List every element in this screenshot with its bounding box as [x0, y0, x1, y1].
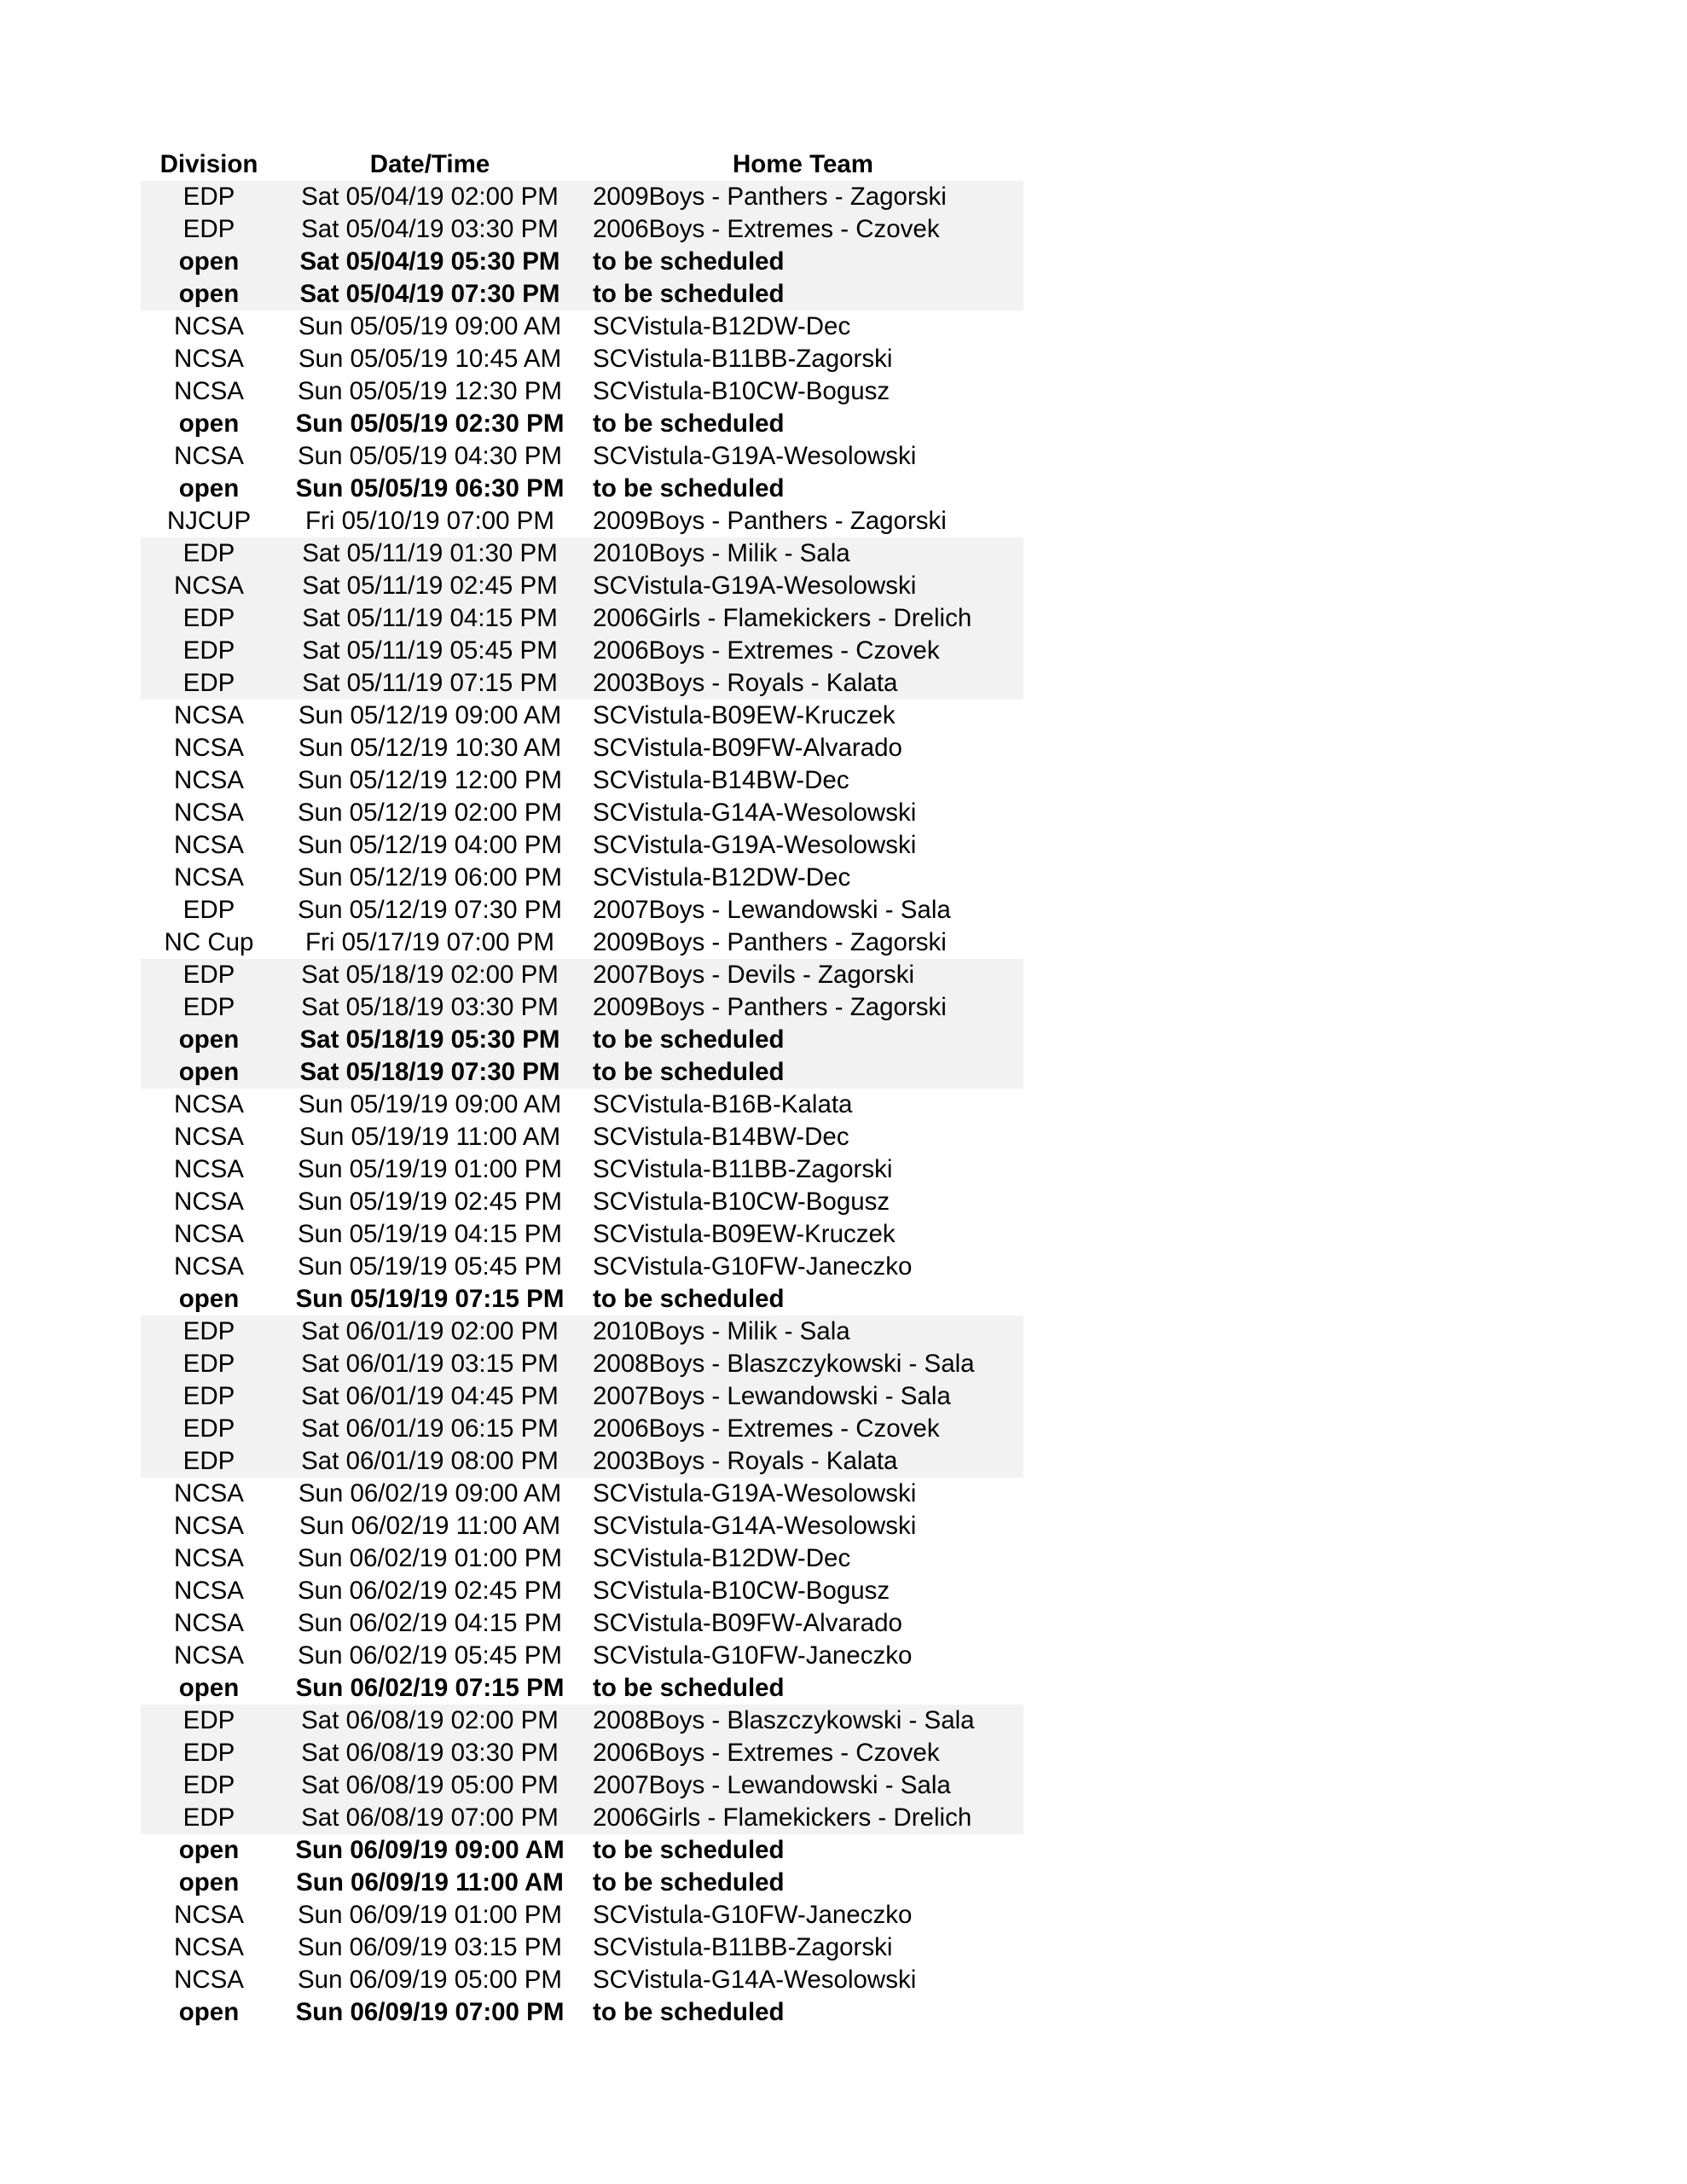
division-cell: EDP	[141, 1737, 277, 1769]
table-row	[141, 1251, 1023, 1283]
home-team-cell: 2008Boys - Blaszczykowski - Sala	[583, 1348, 1023, 1380]
home-team-cell: SCVistula-G19A-Wesolowski	[593, 831, 917, 859]
division-cell: open	[178, 1998, 240, 2026]
datetime-cell: Sun 06/02/19 04:15 PM	[298, 1609, 562, 1637]
division-cell: NCSA	[174, 1577, 244, 1605]
home-team-header: Home Team	[732, 150, 874, 178]
division-cell: NC Cup	[164, 928, 254, 956]
division-cell: NCSA	[174, 1188, 244, 1216]
table-row	[141, 1769, 1023, 1802]
division-cell: NCSA	[174, 345, 244, 373]
table-row	[141, 829, 1023, 862]
datetime-cell: Sun 05/19/19 05:45 PM	[298, 1252, 562, 1281]
home-team-cell: 2003Boys - Royals - Kalata	[583, 1445, 1023, 1478]
datetime-cell: Sat 06/01/19 06:15 PM	[277, 1413, 583, 1445]
table-row	[141, 1834, 1023, 1867]
division-cell: NCSA	[174, 1544, 244, 1572]
datetime-cell: Sat 05/04/19 03:30 PM	[277, 213, 583, 246]
table-row	[141, 926, 1023, 959]
home-team-cell: 2009Boys - Panthers - Zagorski	[593, 928, 947, 956]
table-row	[141, 667, 1023, 700]
division-cell: NCSA	[174, 799, 244, 827]
division-cell: EDP	[141, 1445, 277, 1478]
table-row	[141, 1705, 1023, 1737]
datetime-cell: Sun 06/09/19 09:00 AM	[295, 1836, 565, 1864]
table-row	[141, 537, 1023, 570]
datetime-cell: Sat 05/04/19 05:30 PM	[277, 246, 583, 278]
home-team-cell: 2009Boys - Panthers - Zagorski	[593, 507, 947, 535]
table-row	[141, 700, 1023, 732]
home-team-cell: SCVistula-G19A-Wesolowski	[583, 570, 1023, 602]
table-row	[141, 1218, 1023, 1251]
home-team-cell: 2007Boys - Lewandowski - Sala	[583, 1769, 1023, 1802]
division-cell: open	[178, 410, 240, 438]
table-row	[141, 1478, 1023, 1510]
home-team-cell: SCVistula-B09EW-Kruczek	[593, 1220, 896, 1248]
table-row	[141, 1607, 1023, 1640]
datetime-cell: Sun 05/05/19 04:30 PM	[298, 442, 562, 470]
division-cell: open	[178, 474, 240, 502]
division-cell: NCSA	[174, 1123, 244, 1151]
home-team-cell: to be scheduled	[583, 246, 1023, 278]
table-row	[141, 1445, 1023, 1478]
table-row	[141, 635, 1023, 667]
division-cell: EDP	[141, 213, 277, 246]
division-cell: EDP	[141, 181, 277, 213]
table-row	[141, 1186, 1023, 1218]
datetime-cell: Sun 05/12/19 02:00 PM	[298, 799, 562, 827]
table-row	[141, 1575, 1023, 1607]
home-team-cell: to be scheduled	[593, 474, 785, 502]
datetime-cell: Sat 06/08/19 03:30 PM	[277, 1737, 583, 1769]
datetime-cell: Sun 05/05/19 12:30 PM	[298, 377, 562, 405]
division-cell: NCSA	[174, 1479, 244, 1507]
division-cell: NCSA	[174, 1090, 244, 1118]
table-row	[141, 1964, 1023, 1996]
division-cell: NCSA	[174, 1901, 244, 1929]
division-cell: EDP	[141, 959, 277, 991]
table-row	[141, 1121, 1023, 1153]
home-team-cell: 2007Boys - Lewandowski - Sala	[583, 1380, 1023, 1413]
division-cell: NCSA	[141, 570, 277, 602]
datetime-cell: Sun 06/02/19 01:00 PM	[298, 1544, 562, 1572]
home-team-cell: 2010Boys - Milik - Sala	[583, 537, 1023, 570]
table-row	[141, 1380, 1023, 1413]
division-cell: NCSA	[174, 377, 244, 405]
datetime-cell: Sat 05/18/19 03:30 PM	[277, 991, 583, 1024]
table-row	[141, 408, 1023, 440]
home-team-cell: SCVistula-B11BB-Zagorski	[593, 1933, 893, 1961]
division-cell: EDP	[141, 537, 277, 570]
datetime-cell: Sun 05/19/19 11:00 AM	[299, 1123, 561, 1151]
table-row	[141, 375, 1023, 408]
division-cell: EDP	[141, 1348, 277, 1380]
table-row	[141, 181, 1023, 213]
home-team-cell: 2009Boys - Panthers - Zagorski	[583, 991, 1023, 1024]
home-team-cell: to be scheduled	[583, 1056, 1023, 1089]
division-cell: EDP	[141, 1413, 277, 1445]
home-team-cell: SCVistula-G14A-Wesolowski	[593, 799, 917, 827]
datetime-cell: Sun 05/19/19 04:15 PM	[298, 1220, 562, 1248]
table-row	[141, 894, 1023, 926]
datetime-cell: Sun 05/19/19 01:00 PM	[298, 1155, 562, 1183]
division-cell: NCSA	[174, 1155, 244, 1183]
division-cell: open	[141, 278, 277, 311]
table-row	[141, 1672, 1023, 1705]
datetime-header: Date/Time	[369, 150, 490, 178]
datetime-cell: Sat 06/08/19 02:00 PM	[277, 1705, 583, 1737]
home-team-cell: SCVistula-G19A-Wesolowski	[593, 1479, 917, 1507]
division-cell: NCSA	[174, 1512, 244, 1540]
home-team-cell: SCVistula-B14BW-Dec	[593, 766, 849, 794]
division-cell: NJCUP	[166, 507, 252, 535]
division-cell: EDP	[141, 1380, 277, 1413]
datetime-cell: Sun 06/02/19 07:15 PM	[295, 1674, 565, 1702]
datetime-cell: Sun 05/12/19 09:00 AM	[298, 701, 562, 729]
home-team-cell: 2006Boys - Extremes - Czovek	[583, 635, 1023, 667]
home-team-cell: 2006Girls - Flamekickers - Drelich	[583, 1802, 1023, 1834]
division-cell: EDP	[141, 1316, 277, 1348]
home-team-cell: SCVistula-B11BB-Zagorski	[593, 345, 893, 373]
table-row	[141, 505, 1023, 537]
home-team-cell: SCVistula-B09FW-Alvarado	[593, 1609, 902, 1637]
datetime-cell: Sat 05/11/19 07:15 PM	[277, 667, 583, 700]
home-team-cell: SCVistula-B12DW-Dec	[593, 863, 851, 892]
datetime-cell: Sun 05/12/19 10:30 AM	[298, 734, 562, 762]
home-team-cell: SCVistula-B12DW-Dec	[593, 312, 851, 340]
home-team-cell: to be scheduled	[593, 410, 785, 438]
division-cell: open	[141, 246, 277, 278]
home-team-cell: to be scheduled	[583, 1024, 1023, 1056]
table-row	[141, 1737, 1023, 1769]
division-cell: open	[178, 1285, 240, 1313]
division-cell: NCSA	[174, 831, 244, 859]
division-cell: open	[178, 1674, 240, 1702]
datetime-cell: Sat 06/08/19 07:00 PM	[277, 1802, 583, 1834]
datetime-cell: Sat 05/04/19 07:30 PM	[277, 278, 583, 311]
table-row	[141, 862, 1023, 894]
home-team-cell: 2007Boys - Devils - Zagorski	[583, 959, 1023, 991]
datetime-cell: Sun 05/05/19 09:00 AM	[298, 312, 562, 340]
home-team-cell: 2009Boys - Panthers - Zagorski	[583, 181, 1023, 213]
home-team-cell: 2008Boys - Blaszczykowski - Sala	[583, 1705, 1023, 1737]
home-team-cell: SCVistula-B12DW-Dec	[593, 1544, 851, 1572]
table-row	[141, 764, 1023, 797]
home-team-cell: SCVistula-G10FW-Janeczko	[593, 1901, 913, 1929]
table-row	[141, 473, 1023, 505]
home-team-cell: SCVistula-B10CW-Bogusz	[593, 1577, 890, 1605]
datetime-cell: Sun 06/09/19 07:00 PM	[295, 1998, 565, 2026]
division-cell: EDP	[141, 667, 277, 700]
division-cell: EDP	[141, 991, 277, 1024]
datetime-cell: Sun 06/02/19 02:45 PM	[298, 1577, 562, 1605]
table-row	[141, 1510, 1023, 1542]
datetime-cell: Sun 06/02/19 09:00 AM	[298, 1479, 562, 1507]
division-cell: EDP	[141, 1802, 277, 1834]
home-team-cell: SCVistula-G19A-Wesolowski	[593, 442, 917, 470]
datetime-cell: Sun 05/19/19 02:45 PM	[298, 1188, 562, 1216]
home-team-cell: SCVistula-G10FW-Janeczko	[593, 1641, 913, 1670]
table-row	[141, 1413, 1023, 1445]
division-cell: EDP	[141, 1769, 277, 1802]
datetime-cell: Sat 06/01/19 04:45 PM	[277, 1380, 583, 1413]
home-team-cell: SCVistula-B11BB-Zagorski	[593, 1155, 893, 1183]
home-team-cell: SCVistula-B09EW-Kruczek	[593, 701, 896, 729]
datetime-cell: Sat 05/18/19 02:00 PM	[277, 959, 583, 991]
division-cell: EDP	[141, 635, 277, 667]
datetime-cell: Sun 06/09/19 01:00 PM	[298, 1901, 562, 1929]
home-team-cell: SCVistula-B10CW-Bogusz	[593, 1188, 890, 1216]
division-cell: open	[141, 1024, 277, 1056]
table-row	[141, 440, 1023, 473]
table-row	[141, 246, 1023, 278]
division-cell: open	[178, 1836, 240, 1864]
schedule-table	[141, 148, 1023, 2029]
datetime-cell: Sat 05/11/19 02:45 PM	[277, 570, 583, 602]
table-row	[141, 570, 1023, 602]
datetime-cell: Sat 06/01/19 02:00 PM	[277, 1316, 583, 1348]
home-team-cell: to be scheduled	[583, 278, 1023, 311]
home-team-cell: SCVistula-B09FW-Alvarado	[593, 734, 902, 762]
datetime-cell: Sat 05/11/19 01:30 PM	[277, 537, 583, 570]
table-row	[141, 1153, 1023, 1186]
datetime-cell: Sun 05/05/19 10:45 AM	[298, 345, 562, 373]
datetime-cell: Sat 05/11/19 04:15 PM	[277, 602, 583, 635]
table-row	[141, 1024, 1023, 1056]
division-cell: NCSA	[174, 1966, 244, 1994]
datetime-cell: Fri 05/10/19 07:00 PM	[305, 507, 554, 535]
home-team-cell: SCVistula-B16B-Kalata	[593, 1090, 853, 1118]
division-cell: NCSA	[174, 734, 244, 762]
division-cell: NCSA	[174, 701, 244, 729]
division-cell: NCSA	[174, 1641, 244, 1670]
datetime-cell: Sat 06/01/19 08:00 PM	[277, 1445, 583, 1478]
table-row	[141, 959, 1023, 991]
home-team-cell: SCVistula-G10FW-Janeczko	[593, 1252, 913, 1281]
schedule-header	[141, 148, 1023, 181]
home-team-cell: 2010Boys - Milik - Sala	[583, 1316, 1023, 1348]
table-row	[141, 1316, 1023, 1348]
table-row	[141, 1931, 1023, 1964]
home-team-cell: 2006Boys - Extremes - Czovek	[583, 1737, 1023, 1769]
datetime-cell: Sat 05/04/19 02:00 PM	[277, 181, 583, 213]
division-cell: NCSA	[174, 442, 244, 470]
division-cell: NCSA	[174, 1252, 244, 1281]
datetime-cell: Sun 06/09/19 05:00 PM	[298, 1966, 562, 1994]
division-cell: EDP	[183, 896, 235, 924]
home-team-cell: SCVistula-G14A-Wesolowski	[593, 1512, 917, 1540]
division-cell: NCSA	[174, 1220, 244, 1248]
division-cell: NCSA	[174, 1609, 244, 1637]
division-cell: EDP	[141, 602, 277, 635]
home-team-cell: 2007Boys - Lewandowski - Sala	[593, 896, 951, 924]
table-row	[141, 1056, 1023, 1089]
datetime-cell: Sun 06/02/19 05:45 PM	[298, 1641, 562, 1670]
datetime-cell: Sat 06/08/19 05:00 PM	[277, 1769, 583, 1802]
schedule-body	[141, 181, 1023, 2029]
table-row	[141, 1640, 1023, 1672]
home-team-cell: to be scheduled	[593, 1998, 785, 2026]
division-cell: open	[178, 1868, 240, 1896]
home-team-cell: SCVistula-B10CW-Bogusz	[593, 377, 890, 405]
datetime-cell: Sat 05/18/19 05:30 PM	[277, 1024, 583, 1056]
table-row	[141, 1802, 1023, 1834]
datetime-cell: Sun 06/09/19 03:15 PM	[298, 1933, 562, 1961]
datetime-cell: Sun 05/19/19 07:15 PM	[295, 1285, 565, 1313]
datetime-cell: Sun 06/02/19 11:00 AM	[299, 1512, 561, 1540]
table-row	[141, 1283, 1023, 1316]
datetime-cell: Sun 05/19/19 09:00 AM	[298, 1090, 562, 1118]
table-row	[141, 278, 1023, 311]
table-row	[141, 1899, 1023, 1931]
datetime-cell: Sat 05/18/19 07:30 PM	[277, 1056, 583, 1089]
datetime-cell: Sun 06/09/19 11:00 AM	[296, 1868, 564, 1896]
table-row	[141, 732, 1023, 764]
home-team-cell: to be scheduled	[593, 1285, 785, 1313]
datetime-cell: Sun 05/12/19 07:30 PM	[298, 896, 562, 924]
home-team-cell: 2006Girls - Flamekickers - Drelich	[583, 602, 1023, 635]
home-team-cell: 2006Boys - Extremes - Czovek	[583, 1413, 1023, 1445]
home-team-cell: SCVistula-B14BW-Dec	[593, 1123, 849, 1151]
datetime-cell: Sat 05/11/19 05:45 PM	[277, 635, 583, 667]
datetime-cell: Sun 05/12/19 12:00 PM	[298, 766, 562, 794]
datetime-cell: Sun 05/12/19 06:00 PM	[298, 863, 562, 892]
home-team-cell: to be scheduled	[593, 1674, 785, 1702]
datetime-cell: Sun 05/05/19 06:30 PM	[295, 474, 565, 502]
table-row	[141, 1867, 1023, 1899]
table-row	[141, 311, 1023, 343]
home-team-cell: to be scheduled	[593, 1868, 785, 1896]
header-row	[141, 148, 1023, 181]
table-row	[141, 1089, 1023, 1121]
table-row	[141, 991, 1023, 1024]
division-cell: NCSA	[174, 863, 244, 892]
division-cell: NCSA	[174, 312, 244, 340]
table-row	[141, 343, 1023, 375]
division-cell: NCSA	[174, 766, 244, 794]
table-row	[141, 1348, 1023, 1380]
datetime-cell: Sun 05/12/19 04:00 PM	[298, 831, 562, 859]
home-team-cell: to be scheduled	[593, 1836, 785, 1864]
table-row	[141, 1996, 1023, 2029]
home-team-cell: 2006Boys - Extremes - Czovek	[583, 213, 1023, 246]
table-row	[141, 213, 1023, 246]
division-cell: open	[141, 1056, 277, 1089]
table-row	[141, 797, 1023, 829]
datetime-cell: Fri 05/17/19 07:00 PM	[305, 928, 554, 956]
division-cell: EDP	[141, 1705, 277, 1737]
division-header: Division	[159, 150, 258, 178]
home-team-cell: 2003Boys - Royals - Kalata	[583, 667, 1023, 700]
home-team-cell: SCVistula-G14A-Wesolowski	[593, 1966, 917, 1994]
table-row	[141, 1542, 1023, 1575]
datetime-cell: Sun 05/05/19 02:30 PM	[295, 410, 565, 438]
datetime-cell: Sat 06/01/19 03:15 PM	[277, 1348, 583, 1380]
table-row	[141, 602, 1023, 635]
division-cell: NCSA	[174, 1933, 244, 1961]
